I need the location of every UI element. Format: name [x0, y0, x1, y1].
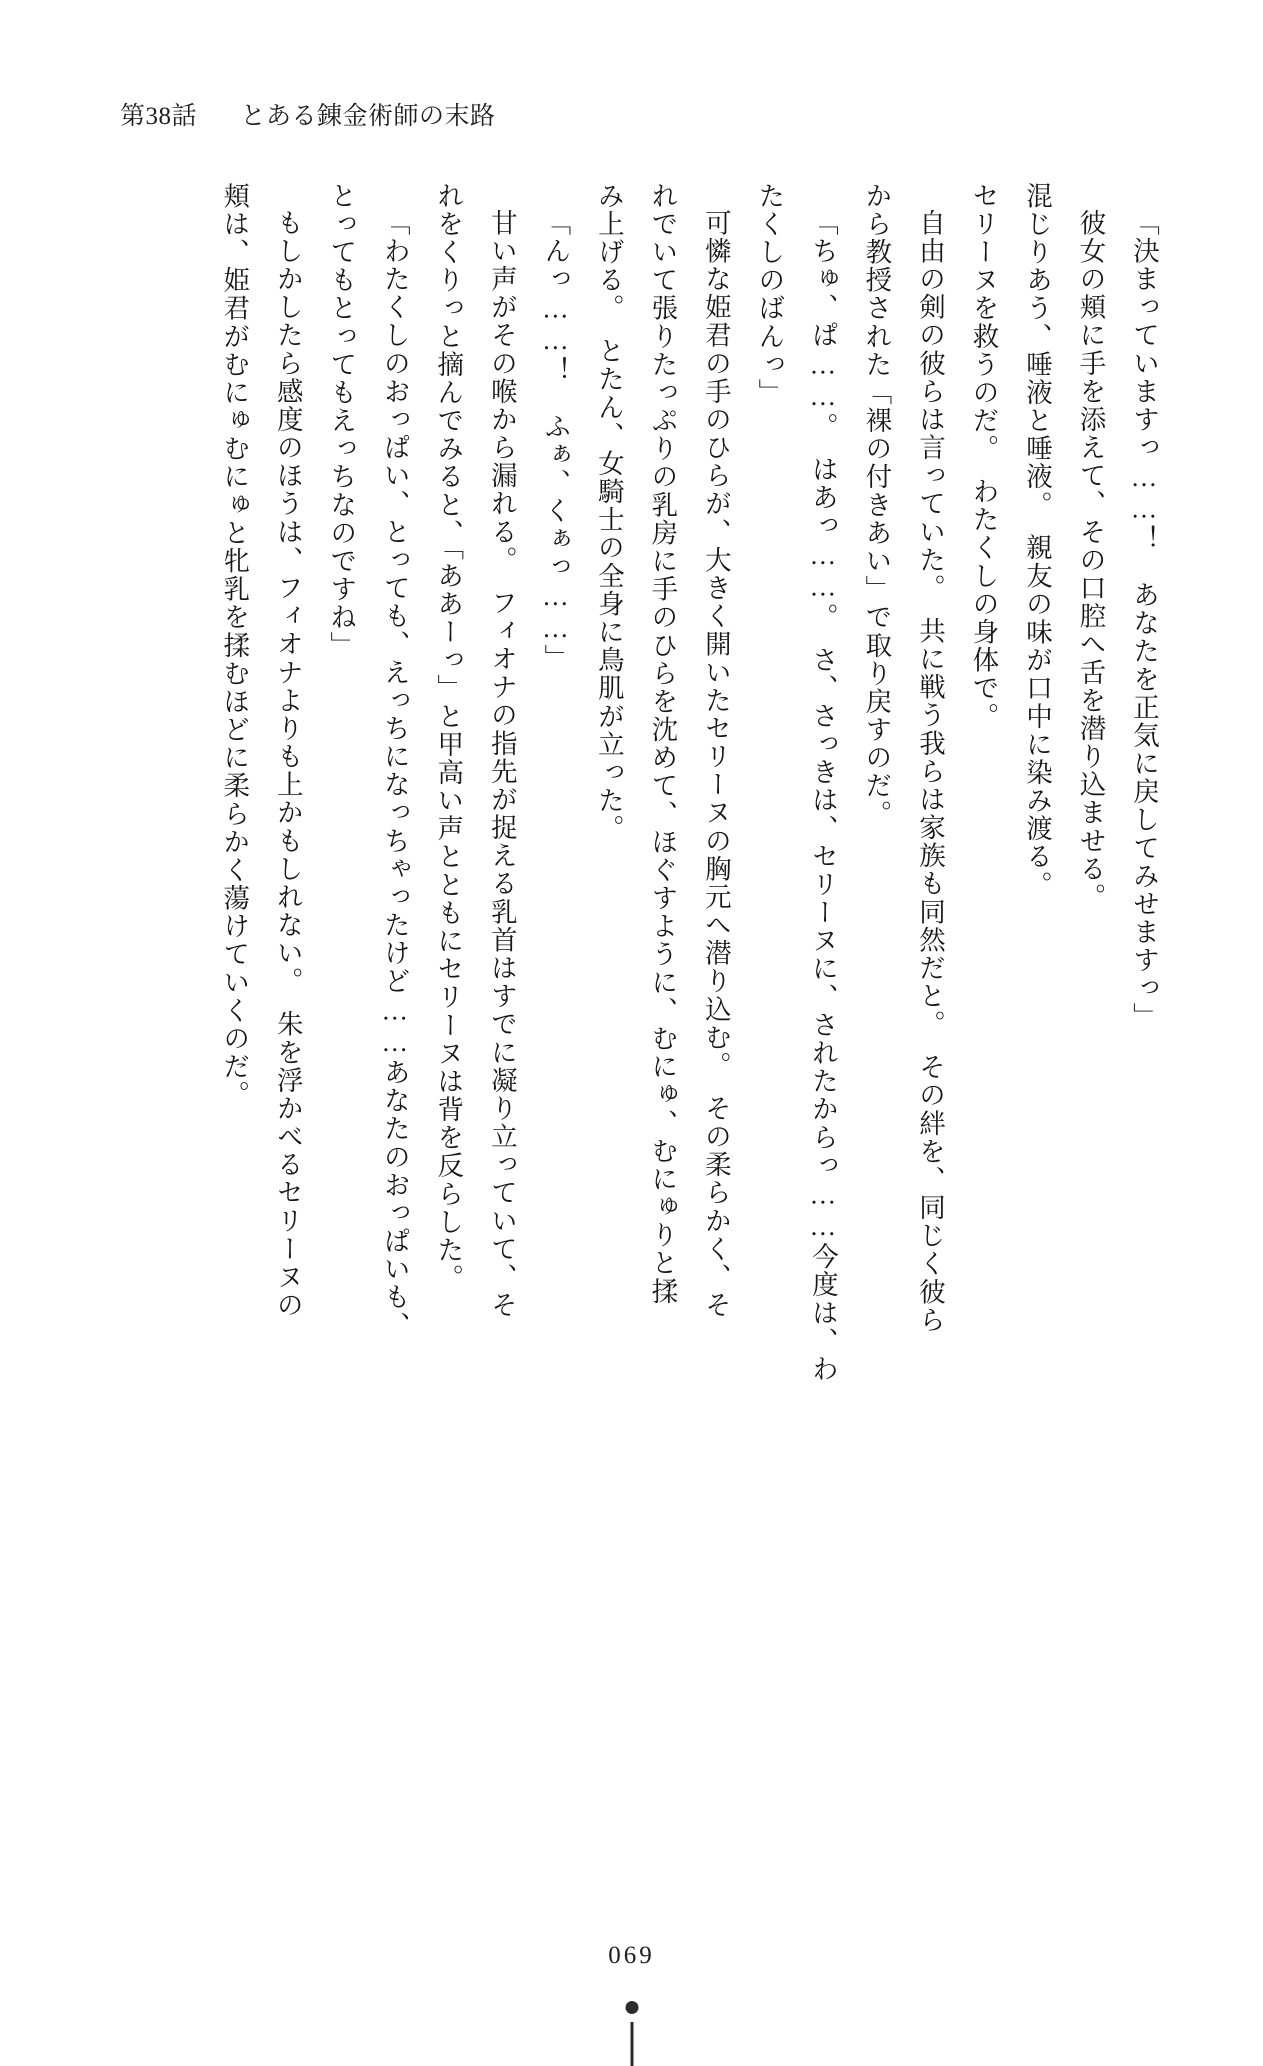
paragraph: から教授された「裸の付きあい」で取り戻すのだ。 — [861, 182, 892, 829]
paragraph: れをくりっと摘んでみると、「ああーっ」と甲高い声とともにセリーヌは背を反らした。 — [433, 182, 464, 1293]
paragraph: 「わたくしのおっぱい、とっても、えっちになっちゃったけど……あなたのおっぱいも、 — [379, 208, 410, 1340]
paragraph: たくしのばんっ」 — [754, 182, 785, 407]
chapter-title: とある錬金術師の末路 — [240, 103, 496, 130]
paragraph: み上げる。 とたん、女騎士の全身に鳥肌が立った。 — [593, 182, 624, 843]
paragraph: 「ちゅ、ぱ……。 はあっ……。 さ、さっきは、セリーヌに、されたからっ……今度は、わ — [807, 208, 838, 1383]
paragraph: 頬は、姫君がむにゅむにゅと牝乳を揉むほどに柔らかく蕩けていくのだ。 — [219, 182, 250, 1109]
paragraph: 混じりあう、唾液と唾液。 親友の味が口中に染み渡る。 — [1021, 182, 1052, 900]
paragraph: もしかしたら感度のほうは、フィオナよりも上かもしれない。 朱を浮かべるセリーヌの — [272, 208, 303, 1319]
paragraph: 「決まっていますっ……！ あなたを正気に戻してみせますっ」 — [1129, 208, 1159, 1031]
paragraph: 彼女の頬に手を添えて、その口腔へ舌を潜り込ませる。 — [1075, 208, 1106, 911]
paragraph: 可憐な姫君の手のひらが、大きく開いたセリーヌの胸元へ潜り込む。 その柔らかく、そ — [700, 208, 731, 1319]
page-number: 069 — [608, 1942, 655, 1969]
chapter-number: 第38話 — [120, 103, 198, 130]
binding-mark-line — [630, 2022, 633, 2066]
binding-mark-dot — [625, 2001, 638, 2014]
paragraph: 自由の剣の彼らは言っていた。 共に戦う我らは家族も同然だと。 その絆を、同じく彼ら — [914, 208, 945, 1334]
paragraph: れでいて張りたっぷりの乳房に手のひらを沈めて、ほぐすように、むにゅ、むにゅりと揉 — [647, 182, 678, 1306]
paragraph: 「んっ……！ ふぁ、くぁっ……」 — [540, 208, 571, 672]
paragraph: セリーヌを救うのだ。 わたくしの身体で。 — [968, 182, 999, 731]
paragraph: とってもとってもえっちなのですね」 — [326, 182, 357, 660]
running-head — [120, 96, 496, 132]
body-text — [95, 182, 1170, 1512]
paragraph: 甘い声がその喉から漏れる。 フィオナの指先が捉える乳首はすでに凝り立っていて、そ — [486, 208, 517, 1319]
